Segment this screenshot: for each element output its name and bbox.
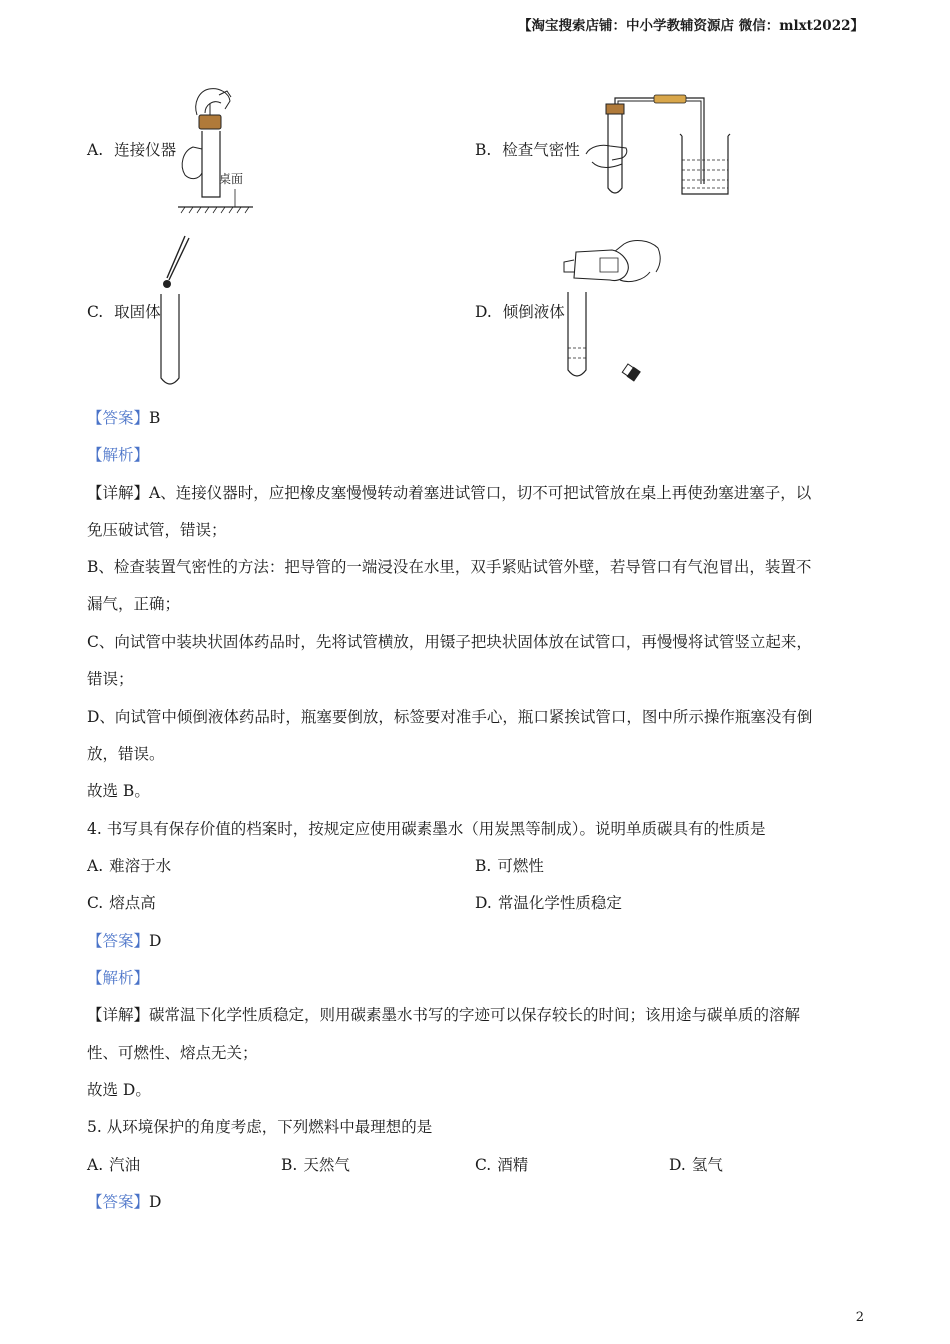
q3-option-b [475,138,580,160]
q5-answer [87,1190,161,1212]
q3-answer [87,406,160,428]
option-text: 取固体 [114,303,161,321]
option-letter: A. [87,141,104,159]
answer-value: D [149,1193,162,1211]
q4-analysis-tag: 【解析】 [87,969,150,987]
option-text: 倾倒液体 [502,303,565,321]
desk-label: 桌面 [219,172,244,186]
page-number: 2 [855,1310,864,1325]
q3-detail-line-2: 免压破试管，错误； [87,521,227,539]
figure-airtightness-check [582,88,732,200]
q5-option-d: D. 氢气 [669,1156,723,1174]
page-header: 【淘宝搜索店铺：中小学教辅资源店 微信：mlxt2022】 [518,18,864,34]
q4-option-a: A. 难溶于水 [87,857,172,875]
detail-tag: 【详解】 [87,1006,150,1024]
answer-tag: 【答案】 [87,932,150,950]
option-letter: C. [87,303,104,321]
detail-tag: 【详解】 [87,484,150,502]
q5-stem: 5. 从环境保护的角度考虑，下列燃料中最理想的是 [87,1118,433,1136]
q4-option-b: B. 可燃性 [475,857,544,875]
q4-option-c: C. 熔点高 [87,894,156,912]
q5-option-b: B. 天然气 [281,1156,350,1174]
q3-detail-line-3: B、检查装置气密性的方法：把导管的一端浸没在水里，双手紧贴试管外壁，若导管口有气泡冒出，装置不 [87,558,812,576]
q3-conclusion: 故选 B。 [87,782,150,800]
q4-detail-line-2: 性、可燃性、熔点无关； [87,1044,258,1062]
figure-take-solid [155,232,195,387]
q5-option-a: A. 汽油 [87,1156,141,1174]
figure-connect-apparatus [175,85,255,215]
q3-option-c [87,300,161,322]
q4-answer [87,929,161,951]
q3-detail-line-5: C、向试管中装块状固体药品时，先将试管横放，用镊子把块状固体放在试管口，再慢慢将试管竖立起来， [87,633,812,651]
q4-option-d: D. 常温化学性质稳定 [475,894,622,912]
q3-analysis-tag: 【解析】 [87,446,150,464]
answer-value: D [149,932,162,950]
q3-detail-line-6: 错误； [87,670,134,688]
option-text: 连接仪器 [114,141,177,159]
q3-option-a [87,138,176,160]
q3-detail-line-1: 【详解】A、连接仪器时，应把橡皮塞慢慢转动着塞进试管口，切不可把试管放在桌上再使劲塞进塞子，以 [87,484,812,502]
figure-pour-liquid [560,236,665,386]
q3-detail-line-7: D、向试管中倾倒液体药品时，瓶塞要倒放，标签要对准手心，瓶口紧挨试管口，图中所示操作瓶塞没有倒 [87,708,813,726]
answer-tag: 【答案】 [87,1193,150,1211]
option-text: 检查气密性 [502,141,580,159]
answer-value: B [149,409,161,427]
q4-detail-line-1: 【详解】碳常温下化学性质稳定，则用碳素墨水书写的字迹可以保存较长的时间；该用途与碳单质的溶解 [87,1006,801,1024]
option-letter: D. [475,303,492,321]
option-letter: B. [475,141,492,159]
q4-stem: 4. 书写具有保存价值的档案时，按规定应使用碳素墨水（用炭黑等制成）。说明单质碳具有的性质是 [87,820,766,838]
q5-option-c: C. 酒精 [475,1156,529,1174]
answer-tag: 【答案】 [87,409,150,427]
q3-detail-line-8: 放，错误。 [87,745,165,763]
q4-conclusion: 故选 D。 [87,1081,151,1099]
q3-detail-line-4: 漏气，正确； [87,595,181,613]
q3-option-d [475,300,565,322]
